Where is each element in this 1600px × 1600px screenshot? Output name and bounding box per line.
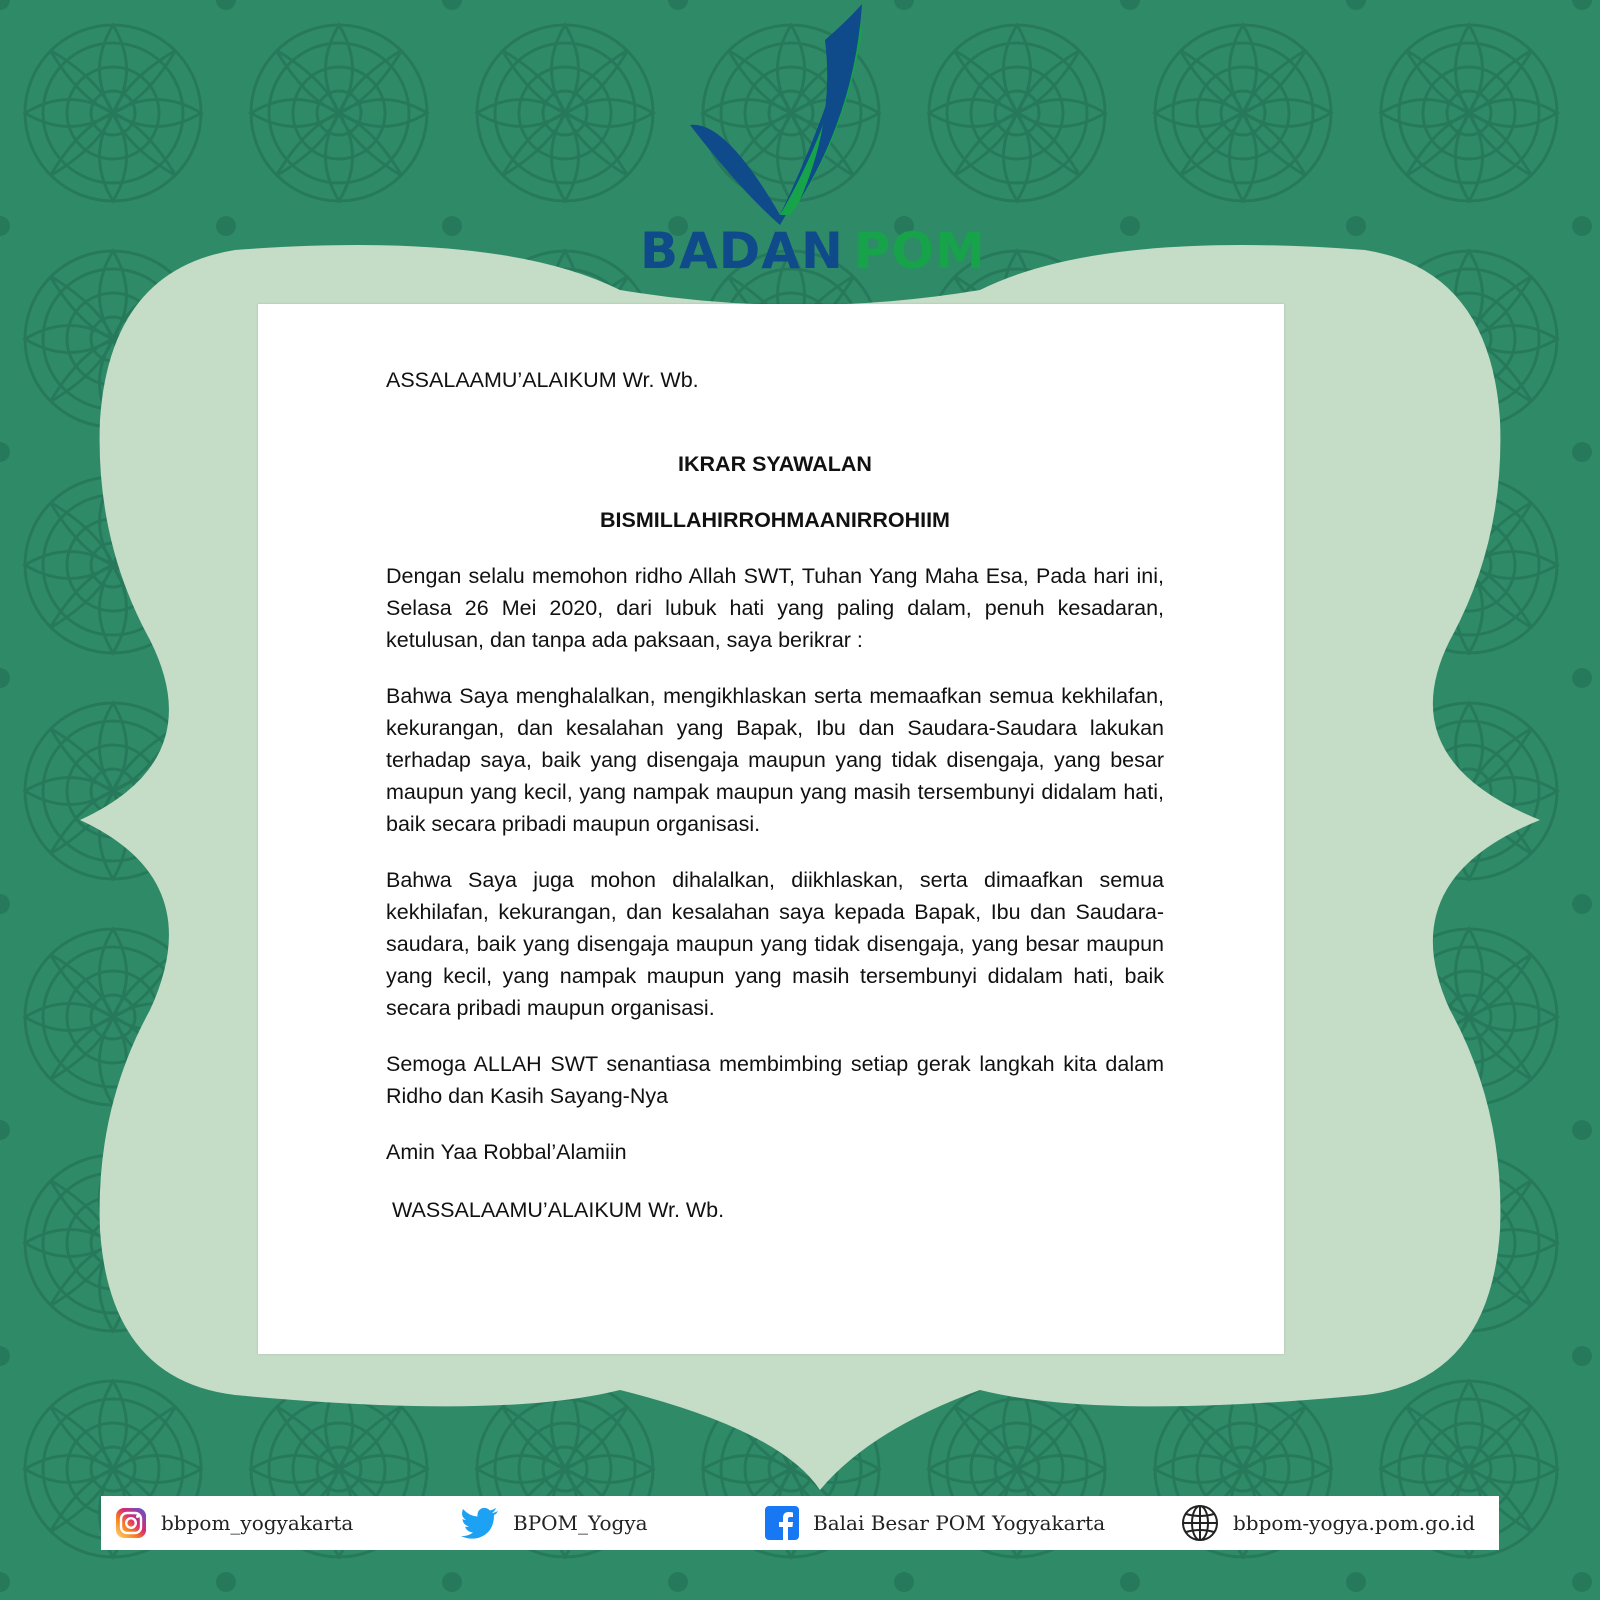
greeting: ASSALAAMU’ALAIKUM Wr. Wb. — [386, 368, 699, 392]
website-url: bbpom-yogya.pom.go.id — [1233, 1511, 1476, 1535]
website-link[interactable] — [1181, 1496, 1475, 1550]
twitter-handle: BPOM_Yogya — [513, 1511, 648, 1535]
instagram-icon — [115, 1507, 147, 1539]
facebook-page: Balai Besar POM Yogyakarta — [813, 1511, 1106, 1535]
paragraph-forgive: Bahwa Saya menghalalkan, mengikhlaskan serta memaafkan semua kekhilafan, kekurangan, dan kesalahan yang Bapak, Ibu dan Saudara-Saudara lakukan terhadap saya, baik yang disengaja maupun yang tidak disengaja, yang besar maupun yang kecil, yang nampak maupun yang masih tersembunyi didalam hati, baik secara pribadi maupun organisasi. — [386, 684, 1164, 836]
document-subtitle: BISMILLAHIRROHMAANIRROHIIM — [600, 508, 950, 532]
paragraph-prayer: Semoga ALLAH SWT senantiasa membimbing setiap gerak langkah kita dalam Ridho dan Kasih Sayang-Nya — [386, 1052, 1164, 1108]
document-title: IKRAR SYAWALAN — [678, 452, 872, 476]
paragraph-intro: Dengan selalu memohon ridho Allah SWT, Tuhan Yang Maha Esa, Pada hari ini, Selasa 26 Mei 2020, dari lubuk hati yang paling dalam, penuh kesadaran, ketulusan, dan tanpa ada paksaan, saya berikrar : — [386, 564, 1164, 652]
twitter-link[interactable] — [461, 1496, 648, 1550]
twitter-bird-icon — [461, 1507, 499, 1539]
globe-icon — [1181, 1504, 1219, 1542]
paragraph-ask-forgiveness: Bahwa Saya juga mohon dihalalkan, diikhlaskan, serta dimaafkan semua kekhilafan, kekurangan, dan kesalahan saya kepada Bapak, Ibu dan Saudara-saudara, baik yang disengaja maupun yang tidak disengaja, yang besar maupun yang kecil, yang nampak maupun yang masih tersembunyi didalam hati, baik secara pribadi maupun organisasi. — [386, 868, 1164, 1020]
facebook-icon — [765, 1506, 799, 1540]
instagram-link[interactable] — [115, 1496, 353, 1550]
closing-greeting: WASSALAAMU’ALAIKUM Wr. Wb. — [392, 1198, 725, 1222]
social-footer — [101, 1496, 1499, 1550]
document-sheet — [258, 304, 1284, 1354]
facebook-link[interactable] — [765, 1496, 1105, 1550]
logo-wordmark — [640, 222, 986, 282]
document-body — [386, 364, 1164, 1226]
logo-word-badan: BADAN — [640, 222, 844, 280]
paragraph-amin: Amin Yaa Robbal’Alamiin — [386, 1140, 627, 1164]
instagram-handle: bbpom_yogyakarta — [161, 1511, 354, 1535]
logo-word-pom: POM — [853, 222, 986, 280]
